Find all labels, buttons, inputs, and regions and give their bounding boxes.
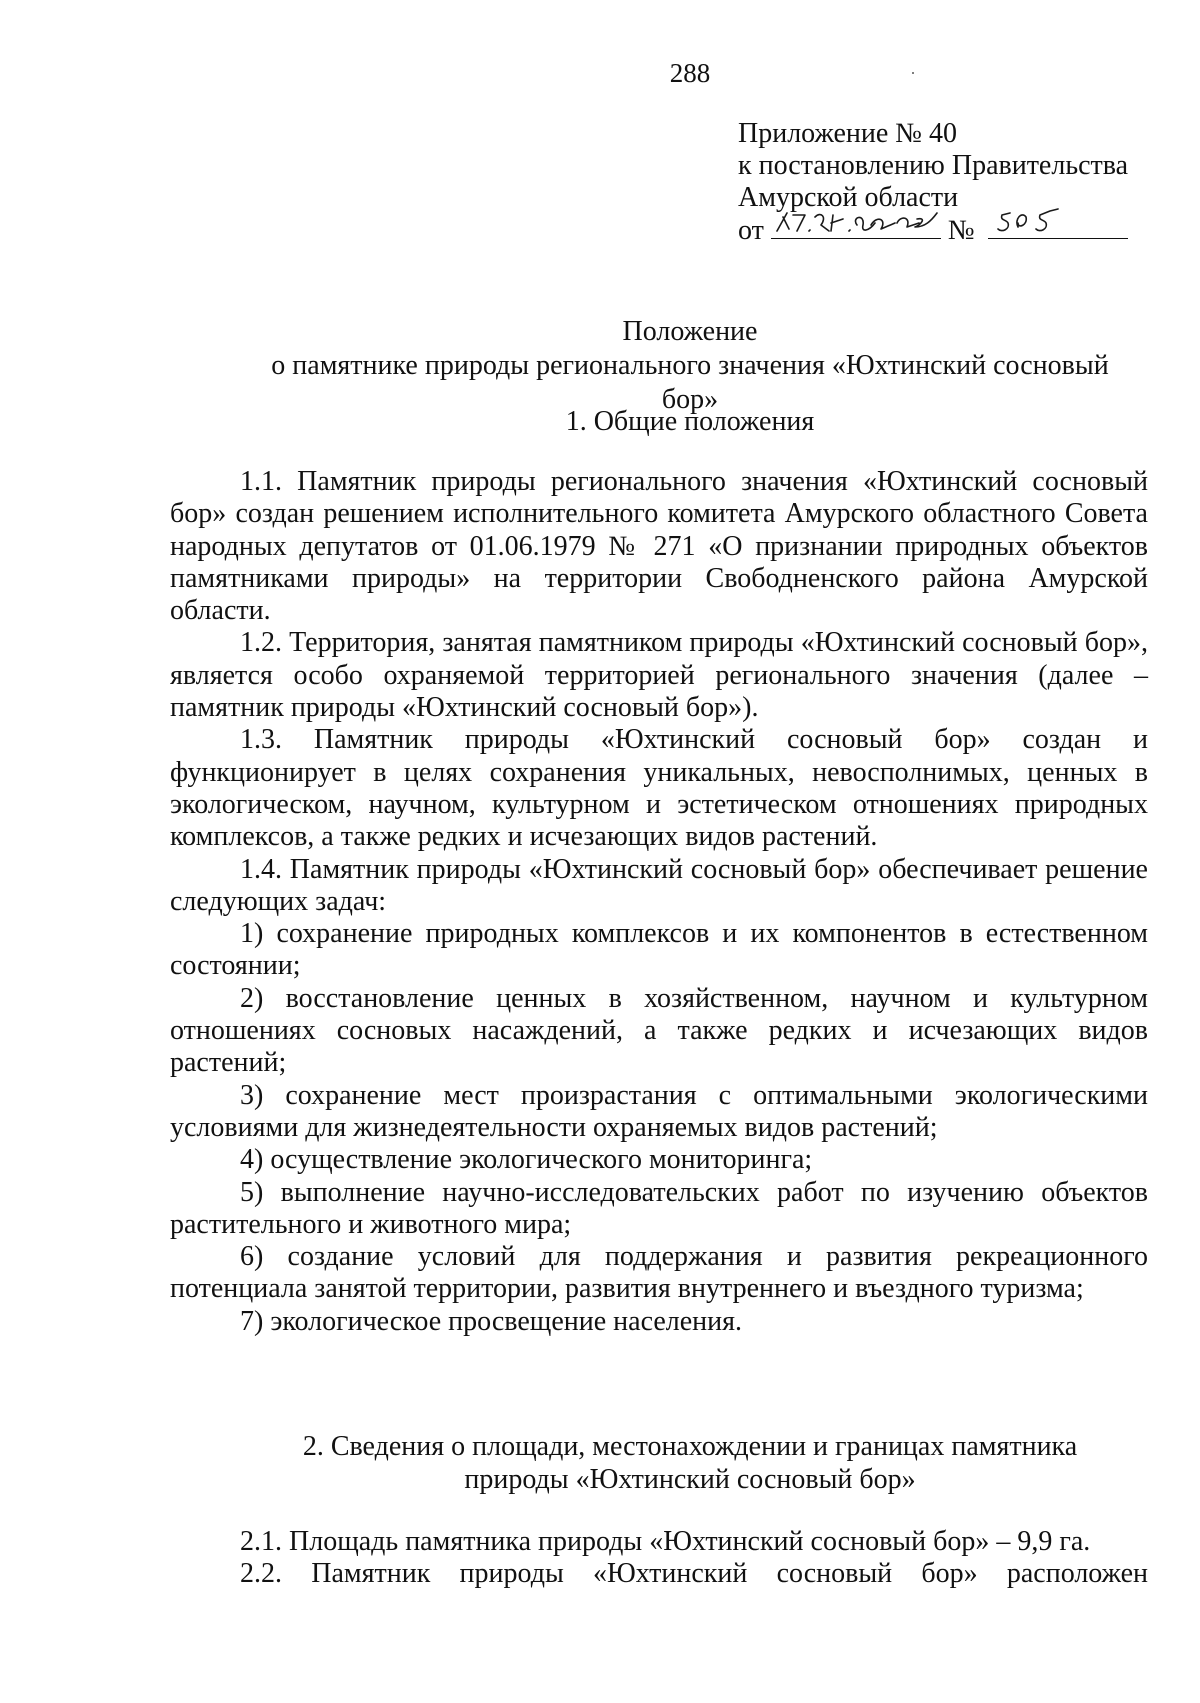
task-item-7: 7) экологическое просвещение населения. (240, 1305, 743, 1337)
annex-line-2: к постановлению Правительства (738, 150, 1129, 181)
section-1-heading (160, 405, 1200, 438)
section-2-heading-line-1: 2. Сведения о площади, местонахождении и границах памятника (302, 1431, 1078, 1462)
paragraph-1-4: 1.4. Памятник природы «Юхтинский сосновый бор» обеспечивает решение следующих задач: (170, 853, 1148, 917)
annex-block (738, 118, 1128, 247)
annex-line-3: Амурской области (738, 182, 959, 213)
section-2-heading (160, 1430, 1200, 1496)
task-item-1: 1) сохранение природных комплексов и их компонентов в естественном состоянии; (170, 918, 1148, 982)
handwritten-number (988, 214, 1128, 239)
section-2-heading-line-2: природы «Юхтинский сосновый бор» (464, 1464, 916, 1495)
number-prefix: № (947, 215, 975, 246)
annex-date-line (738, 214, 1128, 247)
task-item-6: 6) создание условий для поддержания и развития рекреационного потенциала занятой территории, развития внутреннего и въездного туризма; (170, 1241, 1148, 1305)
handwritten-date-signature (771, 203, 941, 237)
handwritten-number-signature (988, 203, 1128, 237)
paragraph-2-2: 2.2. Памятник природы «Юхтинский сосновый бор» расположен (240, 1558, 1148, 1590)
paragraph-1-1: 1.1. Памятник природы регионального значения «Юхтинский сосновый бор» создан решением исполнительного комитета Амурского областного Совета народных депутатов от 01.06.1979 № 271 «О признании природных объектов памятниками природы» на территории Свободненского района Амурской области. (170, 466, 1148, 627)
page-number: 288 (669, 58, 711, 88)
annex-line-1: Приложение № 40 (738, 118, 957, 149)
handwritten-date (771, 214, 941, 239)
task-item-3: 3) сохранение мест произрастания с оптимальными экологическими условиями для жизнедеятельности охраняемых видов растений; (170, 1079, 1148, 1143)
section-1-body (170, 466, 1148, 1338)
title-line-2: о памятнике природы регионального значения «Юхтинский сосновый (271, 350, 1109, 381)
section-2-body (170, 1526, 1148, 1591)
section-1-heading-text: 1. Общие положения (565, 406, 815, 437)
task-item-5: 5) выполнение научно-исследовательских работ по изучению объектов растительного и животного мира; (170, 1176, 1148, 1240)
task-item-4: 4) осуществление экологического мониторинга; (240, 1144, 813, 1176)
paragraph-1-2: 1.2. Территория, занятая памятником природы «Юхтинский сосновый бор», является особо охраняемой территорией регионального значения (далее – памятник природы «Юхтинский сосновый бор»). (170, 627, 1148, 724)
title-line-3: бор» (661, 384, 719, 415)
paragraph-1-3: 1.3. Памятник природы «Юхтинский сосновый бор» создан и функционирует в целях сохранения уникальных, невосполнимых, ценных в экологическом, научном, культурном и эстетическом отношениях природных комплексов, а также редких и исчезающих видов растений. (170, 724, 1148, 853)
document-title (160, 315, 1200, 417)
title-line-1: Положение (622, 316, 758, 347)
date-prefix: от (738, 215, 764, 246)
task-item-2: 2) восстановление ценных в хозяйственном, научном и культурном отношениях сосновых насаждений, а также редких и исчезающих видов растений; (170, 982, 1148, 1079)
paragraph-2-1: 2.1. Площадь памятника природы «Юхтинский сосновый бор» – 9,9 га. (240, 1526, 1091, 1557)
